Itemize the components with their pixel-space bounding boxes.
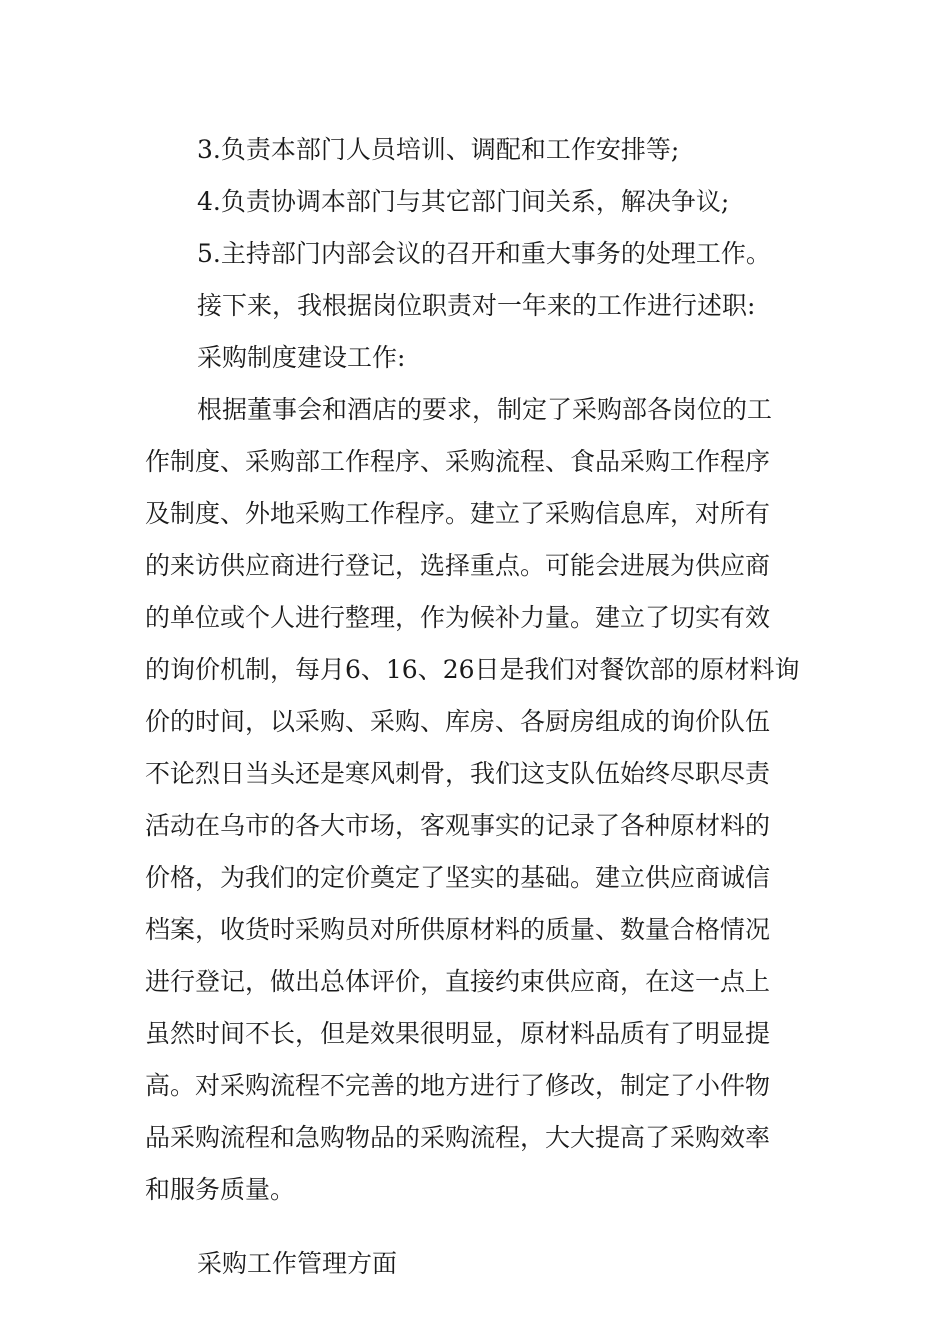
paragraph-line: 高。对采购流程不完善的地方进行了修改，制定了小件物	[145, 1071, 771, 1100]
paragraph-line: 虽然时间不长，但是效果很明显，原材料品质有了明显提	[145, 1019, 771, 1048]
paragraph-line: 活动在乌市的各大市场，客观事实的记录了各种原材料的	[145, 811, 771, 840]
paragraph-line: 价格，为我们的定价奠定了坚实的基础。建立供应商诚信	[145, 863, 771, 892]
document-body	[145, 124, 810, 1290]
section-heading-procurement-system: 采购制度建设工作:	[197, 343, 406, 372]
paragraph-line: 档案，收货时采购员对所供原材料的质量、数量合格情况	[145, 915, 771, 944]
paragraph-line: 价的时间，以采购、采购、库房、各厨房组成的询价队伍	[145, 707, 771, 736]
list-item-5: 5.主持部门内部会议的召开和重大事务的处理工作。	[197, 239, 771, 268]
list-item-3: 3.负责本部门人员培训、调配和工作安排等;	[197, 135, 680, 164]
paragraph-line: 的单位或个人进行整理，作为候补力量。建立了切实有效	[145, 603, 771, 632]
paragraph-line: 和服务质量。	[145, 1175, 296, 1204]
paragraph-line: 进行登记，做出总体评价，直接约束供应商，在这一点上	[145, 967, 771, 996]
section-heading-procurement-management: 采购工作管理方面	[197, 1249, 398, 1278]
paragraph-line: 不论烈日当头还是寒风刺骨，我们这支队伍始终尽职尽责	[145, 759, 771, 788]
list-item-4: 4.负责协调本部门与其它部门间关系，解决争议;	[197, 187, 730, 216]
paragraph-line: 的来访供应商进行登记，选择重点。可能会进展为供应商	[145, 551, 771, 580]
intro-paragraph: 接下来，我根据岗位职责对一年来的工作进行述职:	[197, 291, 756, 320]
paragraph-line: 品采购流程和急购物品的采购流程，大大提高了采购效率	[145, 1123, 771, 1152]
paragraph-spacer	[145, 1216, 810, 1238]
paragraph-line: 的询价机制，每月6、16、26日是我们对餐饮部的原材料询	[145, 655, 800, 684]
paragraph-line: 作制度、采购部工作程序、采购流程、食品采购工作程序	[145, 447, 771, 476]
paragraph-line: 及制度、外地采购工作程序。建立了采购信息库，对所有	[145, 499, 771, 528]
paragraph-line: 根据董事会和酒店的要求，制定了采购部各岗位的工	[197, 395, 773, 424]
